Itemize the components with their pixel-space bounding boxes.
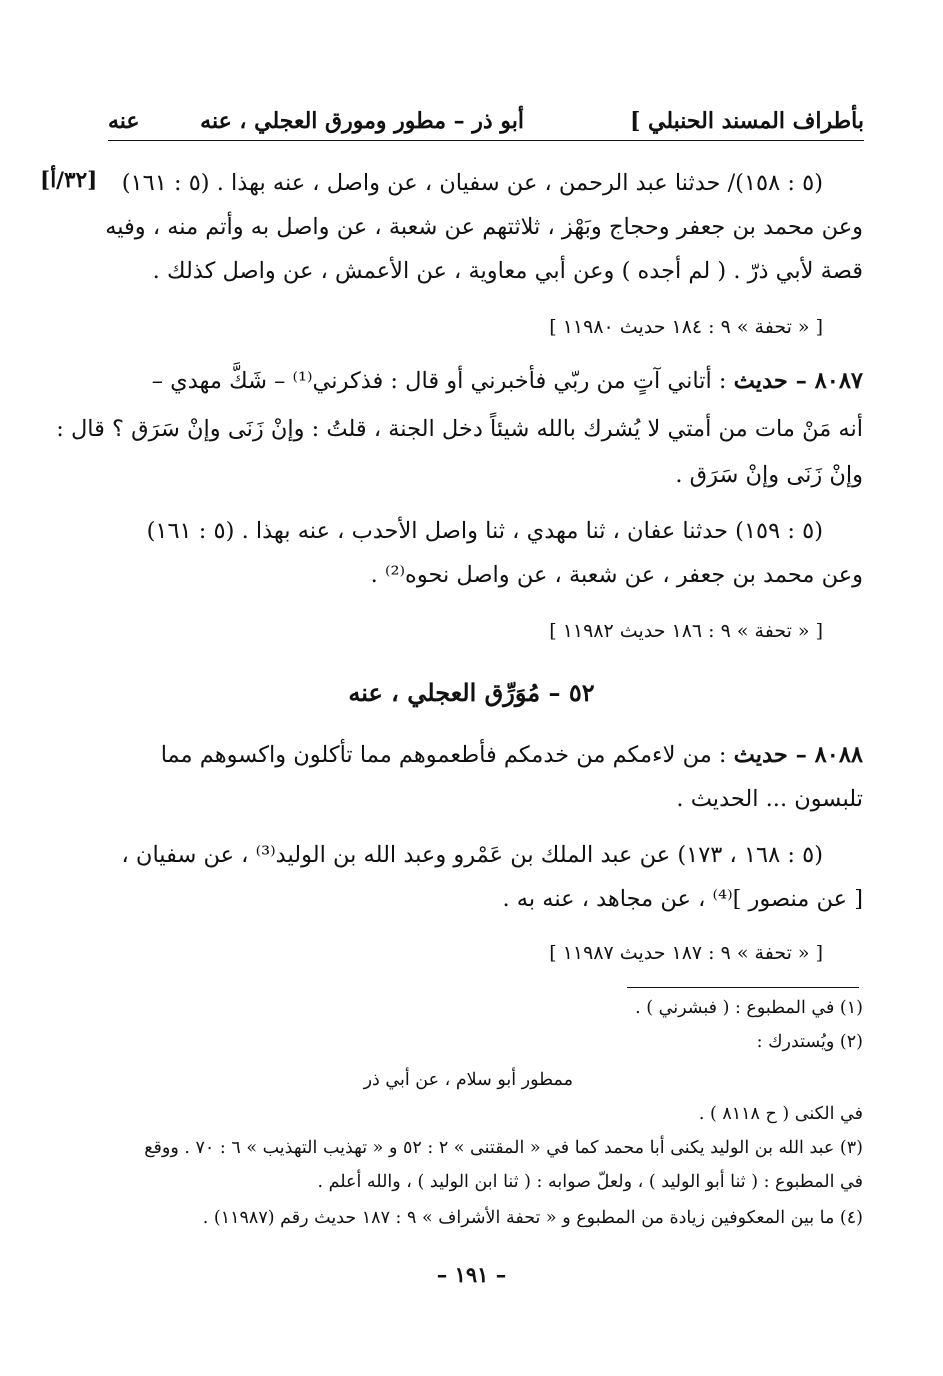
- footnote-separator: [627, 987, 859, 988]
- hadith-8088-line-2: تلبسون ... الحديث .: [676, 786, 863, 812]
- footnote-1: (١) في المطبوع : ( فبشرني ) .: [635, 998, 863, 1018]
- hadith-8088-text-start: : من لاءمكم من خدمكم فأطعموهم مما تأكلون واكسوهم مما: [160, 742, 727, 768]
- footnote-2: (٢) ويُستدرك :: [756, 1032, 863, 1052]
- hadith-8087-text-start: : أتاني آتٍ من ربّي فأخبرني أو قال : فذكرني⁽¹⁾ – شَكَّ مهدي –: [151, 368, 727, 394]
- section-title: ٥٢ – مُوَرِّق العجلي ، عنه: [348, 678, 595, 707]
- footnote-2-source: في الكنى ( ح ٨١١٨ ) .: [698, 1104, 863, 1124]
- hadith-8087-line-1: [152, 368, 863, 394]
- header-left-text: عنه: [108, 108, 140, 134]
- hadith-8087-line-3: وإنْ زَنَى وإنْ سَرَق .: [675, 462, 863, 488]
- isnad-line-6: (٥ : ١٦٨ ، ١٧٣) عن عبد الملك بن عَمْرو وعبد الله بن الوليد⁽³⁾ ، عن سفيان ،: [121, 842, 823, 868]
- tuhfa-ref-1: [ « تحفة » ٩ : ١٨٤ حديث ١١٩٨٠ ]: [549, 316, 823, 338]
- footnote-4: (٤) ما بين المعكوفين زيادة من المطبوع و « تحفة الأشراف » ٩ : ١٨٧ حديث رقم (١١٩٨٧) .: [202, 1208, 863, 1228]
- hadith-number-8087: ٨٠٨٧ – حديث: [733, 368, 863, 394]
- page-number: – ١٩١ –: [436, 1262, 507, 1287]
- hadith-8088-line-1: [161, 742, 863, 768]
- isnad-line-2: وعن محمد بن جعفر وحجاج وبَهْز ، ثلاثتهم عن شعبة ، عن واصل به وأتم منه ، وفيه: [105, 214, 863, 240]
- footnote-2-entry: ممطور أبو سلام ، عن أبي ذر: [363, 1070, 573, 1090]
- header-chapter-title: أبو ذر – مطور ومورق العجلي ، عنه: [200, 108, 524, 134]
- margin-folio-ref: [٣٢/أ]: [40, 168, 98, 193]
- footnote-3-line-2: في المطبوع : ( ثنا أبو الوليد ) ، ولعلّ صوابه : ( ثنا ابن الوليد ) ، والله أعلم .: [317, 1172, 863, 1192]
- hadith-number-8088: ٨٠٨٨ – حديث: [733, 742, 863, 768]
- header-book-title: بأطراف المسند الحنبلي ]: [629, 108, 864, 134]
- isnad-line-4: (٥ : ١٥٩) حدثنا عفان ، ثنا مهدي ، ثنا واصل الأحدب ، عنه بهذا . (٥ : ١٦١): [146, 518, 823, 544]
- footnote-3-line-1: (٣) عبد الله بن الوليد يكنى أبا محمد كما في « المقتنى » ٢ : ٥٢ و « تهذيب التهذيب » ٦ : ٧٠ . ووقع: [144, 1138, 863, 1158]
- isnad-line-7: [ عن منصور ]⁽⁴⁾ ، عن مجاهد ، عنه به .: [502, 886, 863, 912]
- isnad-line-3: قصة لأبي ذرّ . ( لم أجده ) وعن أبي معاوية ، عن الأعمش ، عن واصل كذلك .: [152, 258, 863, 284]
- isnad-line-5: وعن محمد بن جعفر ، عن شعبة ، عن واصل نحوه⁽²⁾ .: [370, 562, 863, 588]
- running-header: [108, 104, 864, 141]
- isnad-line-1: (٥ : ١٥٨)/ حدثنا عبد الرحمن ، عن سفيان ، عن واصل ، عنه بهذا . (٥ : ١٦١): [121, 170, 823, 196]
- tuhfa-ref-3: [ « تحفة » ٩ : ١٨٧ حديث ١١٩٨٧ ]: [549, 942, 823, 964]
- hadith-8087-line-2: أنه مَنْ مات من أمتي لا يُشرك بالله شيئاً دخل الجنة ، قلتُ : وإنْ زَنَى وإنْ سَرَق ؟ قال :: [56, 416, 863, 442]
- tuhfa-ref-2: [ « تحفة » ٩ : ١٨٦ حديث ١١٩٨٢ ]: [549, 620, 823, 642]
